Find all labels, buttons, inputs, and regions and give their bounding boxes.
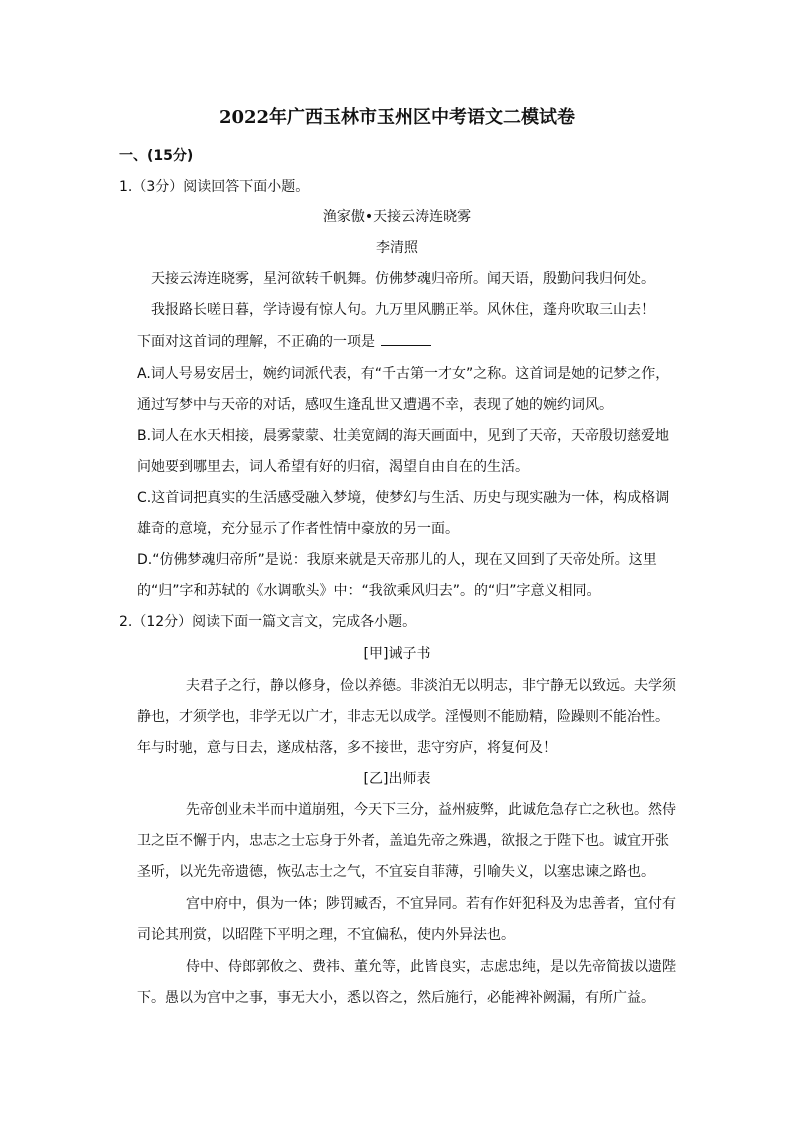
poem-line: 我报路长嗟日暮，学诗谩有惊人句。九万里风鹏正举。风休住，蓬舟吹取三山去！: [151, 302, 655, 318]
option-b-line: 问她要到哪里去，词人希望有好的归宿，渴望自由自在的生活。: [137, 459, 529, 475]
text-jia-line: 夫君子之行，静以修身，俭以养德。非淡泊无以明志，非宁静无以致远。夫学须: [186, 678, 676, 694]
text-yi-line: 宫中府中，俱为一体；陟罚臧否，不宜异同。若有作奸犯科及为忠善者，宜付有: [186, 896, 676, 912]
text-yi-line: 下。愚以为宫中之事，事无大小，悉以咨之，然后施行，必能裨补阙漏，有所广益。: [137, 990, 655, 1006]
option-a-line: 通过写梦中与天帝的对话，感叹生逢乱世又遭遇不幸，表现了她的婉约词风。: [137, 397, 613, 413]
option-c-line: C.这首词把真实的生活感受融入梦境，使梦幻与生活、历史与现实融为一体，构成格调: [137, 490, 670, 506]
answer-blank: [381, 331, 431, 346]
question-1-heading: 1.（3分）阅读回答下面小题。: [119, 179, 310, 195]
option-a-line: A.词人号易安居士，婉约词派代表，有“千古第一才女”之称。这首词是她的记梦之作，: [137, 366, 670, 382]
option-b-line: B.词人在水天相接，晨雾蒙蒙、壮美宽阔的海天画面中，见到了天帝，天帝殷切慈爱地: [137, 428, 670, 444]
poem-author: 李清照: [376, 240, 418, 256]
text-yi-title: [乙]出师表: [363, 771, 431, 787]
option-d-line: 的“归”字和苏轼的《水调歌头》中：“我欲乘风归去”。的“归”字意义相同。: [137, 583, 601, 599]
text-jia-line: 静也，才须学也，非学无以广才，非志无以成学。淫慢则不能励精，险躁则不能冶性。: [137, 709, 669, 725]
text-jia-title: [甲]诫子书: [363, 646, 431, 662]
page-title: 2022年广西玉林市玉州区中考语文二模试卷: [218, 107, 576, 128]
question-text: 下面对这首词的理解，不正确的一项是: [137, 334, 375, 350]
text-yi-line: 侍中、侍郎郭攸之、费祎、董允等，此皆良实，志虑忠纯，是以先帝简拔以遗陛: [186, 959, 676, 975]
option-c-line: 雄奇的意境，充分显示了作者性情中豪放的另一面。: [137, 521, 459, 537]
question-1-prompt: [137, 331, 431, 352]
section-heading: 一、(15分): [119, 148, 194, 164]
option-d-line: D.“仿佛梦魂归帝所”是说：我原来就是天帝那儿的人，现在又回到了天帝处所。这里: [137, 552, 657, 568]
text-jia-line: 年与时驰，意与日去，遂成枯落，多不接世，悲守穷庐，将复何及！: [137, 740, 557, 756]
question-2-heading: 2.（12分）阅读下面一篇文言文，完成各小题。: [119, 614, 417, 630]
text-yi-line: 先帝创业未半而中道崩殂，今天下三分，益州疲弊，此诚危急存亡之秋也。然侍: [186, 802, 676, 818]
text-yi-line: 司论其刑赏，以昭陛下平明之理，不宜偏私，使内外异法也。: [137, 927, 515, 943]
poem-line: 天接云涛连晓雾，星河欲转千帆舞。仿佛梦魂归帝所。闻天语，殷勤问我归何处。: [151, 271, 655, 287]
text-yi-line: 圣听，以光先帝遗德，恢弘志士之气，不宜妄自菲薄，引喻失义，以塞忠谏之路也。: [137, 864, 655, 880]
poem-title: 渔家傲•天接云涛连晓雾: [322, 209, 472, 225]
text-yi-line: 卫之臣不懈于内，忠志之士忘身于外者，盖追先帝之殊遇，欲报之于陛下也。诚宜开张: [137, 833, 669, 849]
